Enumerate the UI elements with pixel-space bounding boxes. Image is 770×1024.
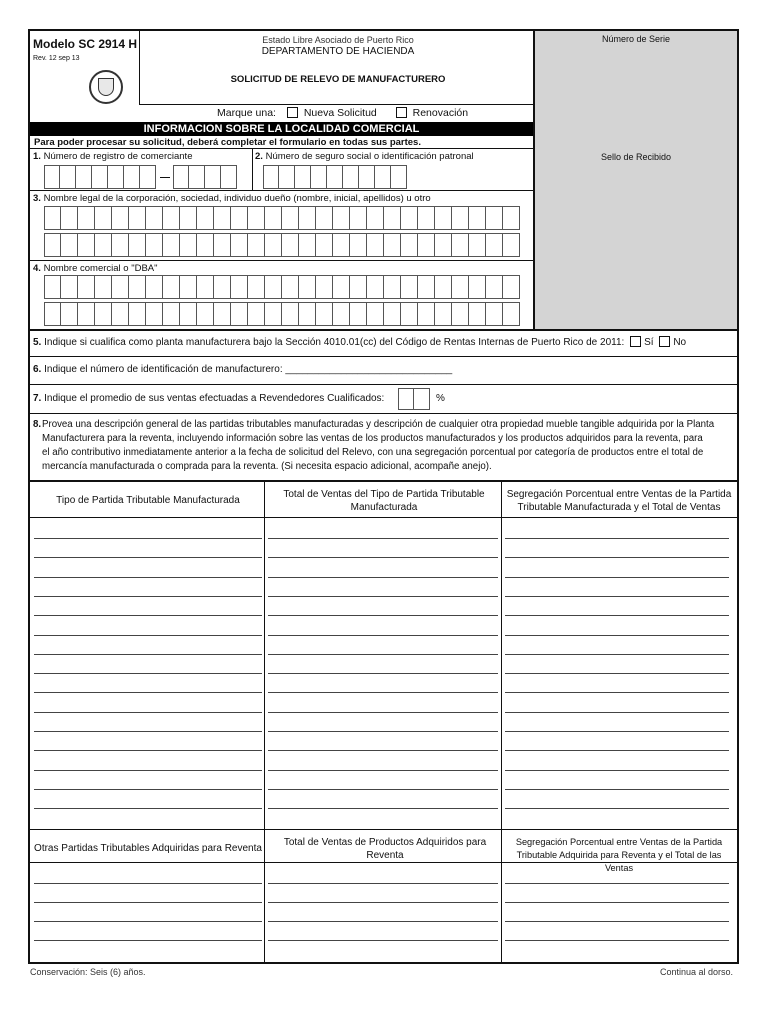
entry-line[interactable] [505,615,729,616]
new-application-label: Nueva Solicitud [303,107,377,119]
table1-col3-header: Segregación Porcentual entre Ventas de la Partida Tributable Manufacturada y el Total de Ventas [506,489,732,513]
serial-number-label: Número de Serie [601,34,671,44]
revision-date: Rev. 12 sep 13 [33,55,80,62]
entry-line[interactable] [268,731,498,732]
field8-line3: el año contributivo inmediatamente anterior a la fecha de solicitud del Relevo, con una segregación porcentual por categoría de productos entre el total de [42,447,704,458]
field4-text: Nombre comercial o "DBA" [43,263,158,274]
retention-note: Conservación: Seis (6) años. [30,967,146,977]
entry-line[interactable] [34,940,262,941]
entry-line[interactable] [268,750,498,751]
mark-one-row [217,107,468,119]
field8-line1: Provea una descripción general de las partidas tributables manufacturadas y descripción de cualquier otra propiedad mueble tangible adquirida por la Planta [42,419,715,430]
entry-line[interactable] [34,673,262,674]
receipt-stamp-label: Sello de Recibido [600,152,672,162]
entry-line[interactable] [505,673,729,674]
field6-text[interactable]: Indique el número de identificación de manufacturero: ______________________________ [44,364,453,375]
table2-col1-header: Otras Partidas Tributables Adquiridas para Reventa [34,843,262,854]
entry-line[interactable] [34,770,262,771]
entry-line[interactable] [268,770,498,771]
entry-line[interactable] [268,940,498,941]
field7-number: 7. [33,393,42,404]
field8-number: 8. [33,419,42,430]
entry-line[interactable] [268,808,498,809]
entry-line[interactable] [268,902,498,903]
field3-label [33,193,431,204]
table1-col2-header: Total de Ventas del Tipo de Partida Tributable Manufacturada [283,489,485,513]
entry-line[interactable] [34,596,262,597]
legal-name-input-line2[interactable] [44,233,520,257]
entry-line[interactable] [34,750,262,751]
ssn-ein-input[interactable] [263,165,407,189]
field1-label [33,151,192,162]
qualifies-yes-checkbox[interactable] [630,336,641,347]
field3-number: 3. [33,193,41,204]
merchant-registration-input[interactable] [44,165,156,189]
entry-line[interactable] [505,596,729,597]
entry-line[interactable] [34,712,262,713]
entry-line[interactable] [505,750,729,751]
entry-line[interactable] [34,654,262,655]
field1-number: 1. [33,151,41,162]
entry-line[interactable] [268,789,498,790]
qualifies-yes-label: Sí [644,337,654,348]
entry-line[interactable] [268,673,498,674]
agency-line1: Estado Libre Asociado de Puerto Rico [262,35,414,45]
field5-text: Indique si cualifica como planta manufacturera bajo la Sección 4010.01(cc) del Código de Rentas Internas de Puerto Rico de 2011: [44,337,625,348]
table1-col1-header: Tipo de Partida Tributable Manufacturada [56,495,240,506]
form-code: Modelo SC 2914 H [33,37,138,51]
entry-line[interactable] [505,635,729,636]
receipt-stamp-area [534,31,737,330]
entry-line[interactable] [34,577,262,578]
entry-line[interactable] [505,789,729,790]
entry-line[interactable] [505,538,729,539]
field3-text: Nombre legal de la corporación, sociedad, individuo dueño (nombre, inicial, apellidos) u otro [43,193,431,204]
resellers-percent-input[interactable] [398,388,430,410]
field8-line2: Manufacturera para la reventa, incluyendo información sobre las ventas de los productos manufacturados y los productos adquiridos para la reventa, para [42,433,703,444]
form-title: SOLICITUD DE RELEVO DE MANUFACTURERO [230,74,446,85]
entry-line[interactable] [505,808,729,809]
table2-col2-header: Total de Ventas de Productos Adquiridos para Reventa [283,837,487,861]
entry-line[interactable] [34,557,262,558]
section-instruction: Para poder procesar su solicitud, deberá completar el formulario en todas sus partes. [34,137,421,148]
field7-text: Indique el promedio de sus ventas efectuadas a Revendedores Cualificados: [44,393,385,404]
entry-line[interactable] [505,902,729,903]
entry-line[interactable] [505,731,729,732]
department-seal-logo [89,70,123,104]
entry-line[interactable] [34,635,262,636]
renewal-label: Renovación [412,107,469,119]
entry-line[interactable] [268,557,498,558]
entry-line[interactable] [34,538,262,539]
entry-line[interactable] [34,808,262,809]
entry-line[interactable] [505,940,729,941]
field2-label [255,151,474,162]
entry-line[interactable] [505,770,729,771]
field5-row [33,336,686,348]
field6-number: 6. [33,364,42,375]
entry-line[interactable] [34,615,262,616]
entry-line[interactable] [268,615,498,616]
entry-line[interactable] [268,596,498,597]
entry-line[interactable] [505,557,729,558]
entry-line[interactable] [268,712,498,713]
field7-row [33,393,384,404]
continue-note: Continua al dorso. [660,967,734,977]
new-application-checkbox[interactable] [287,107,298,118]
entry-line[interactable] [34,921,262,922]
section-header-bar [30,122,533,136]
entry-line[interactable] [34,731,262,732]
entry-line[interactable] [268,635,498,636]
entry-line[interactable] [268,577,498,578]
field2-text: Número de seguro social o identificación patronal [265,151,474,162]
field4-number: 4. [33,263,41,274]
field6-row [33,364,452,375]
entry-line[interactable] [268,883,498,884]
mark-one-label: Marque una: [217,107,276,119]
field5-number: 5. [33,337,42,348]
entry-line[interactable] [34,902,262,903]
entry-line[interactable] [268,654,498,655]
merchant-registration-suffix-input[interactable] [173,165,237,189]
qualifies-no-label: No [673,337,687,348]
section-title: INFORMACION SOBRE LA LOCALIDAD COMERCIAL [143,123,420,135]
field8-line4: mercancía manufacturada o comprada para la reventa. (Si necesita espacio adicional, acompañe anejo). [42,461,492,472]
table2-col3-header: Segregación Porcentual entre Ventas de la Partida Tributable Adquirida para Reventa y el Total de las Ventas [515,837,723,873]
renewal-checkbox[interactable] [396,107,407,118]
field1-text: Número de registro de comerciante [43,151,193,162]
field2-number: 2. [255,151,263,162]
entry-line[interactable] [505,654,729,655]
entry-line[interactable] [268,921,498,922]
qualifies-no-checkbox[interactable] [659,336,670,347]
registration-dash [160,177,170,178]
field7-unit: % [436,393,445,404]
dba-input-line1[interactable] [44,275,520,299]
entry-line[interactable] [505,577,729,578]
entry-line[interactable] [34,789,262,790]
agency-line2: DEPARTAMENTO DE HACIENDA [261,46,415,57]
entry-line[interactable] [34,692,262,693]
field4-label [33,263,158,274]
entry-line[interactable] [268,538,498,539]
dba-input-line2[interactable] [44,302,520,326]
entry-line[interactable] [505,883,729,884]
entry-line[interactable] [505,712,729,713]
entry-line[interactable] [34,883,262,884]
entry-line[interactable] [505,921,729,922]
entry-line[interactable] [505,692,729,693]
entry-line[interactable] [268,692,498,693]
legal-name-input-line1[interactable] [44,206,520,230]
